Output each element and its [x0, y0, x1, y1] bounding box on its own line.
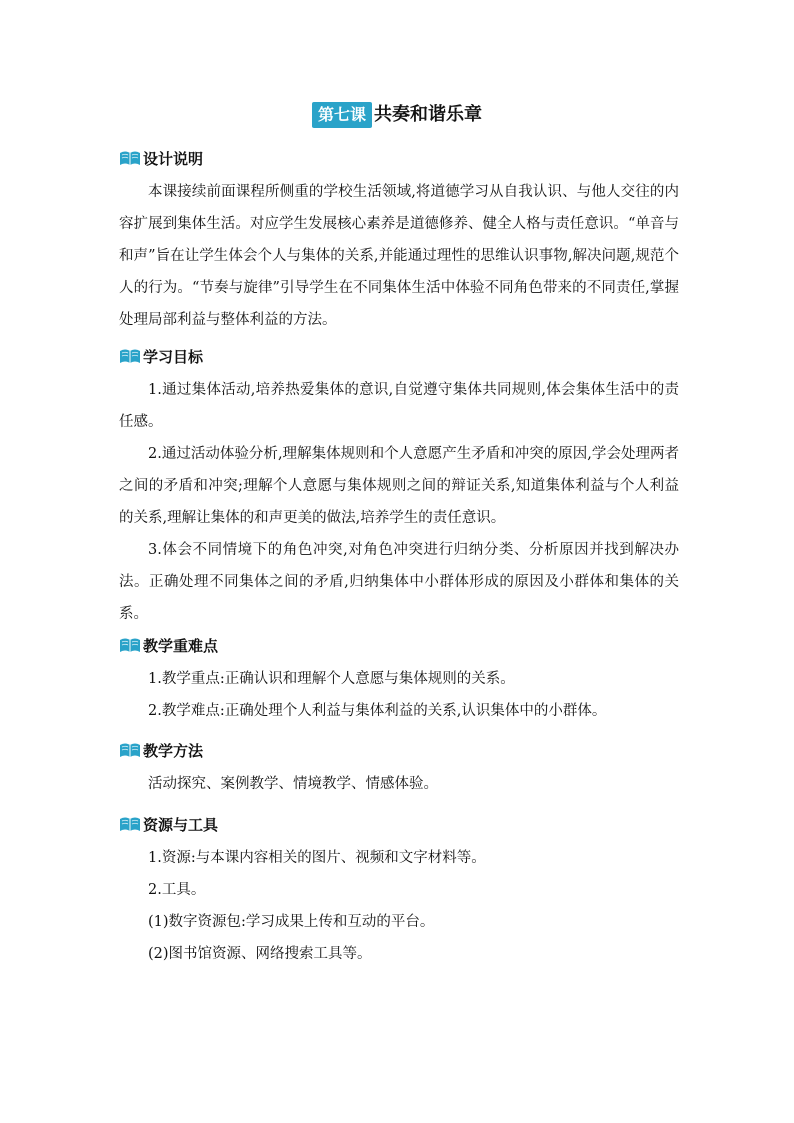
section-title: 教学重难点 [143, 636, 219, 655]
paragraph: 1.教学重点:正确认识和理解个人意愿与集体规则的关系。 [148, 671, 515, 687]
section-key-points [119, 633, 679, 727]
section-heading [119, 812, 679, 836]
paragraph: 2.工具。 [148, 882, 206, 898]
open-book-icon [119, 347, 141, 365]
paragraph: (2)图书馆资源、网络搜索工具等。 [148, 946, 372, 962]
section-title: 资源与工具 [143, 815, 219, 834]
section-design-notes [119, 146, 679, 336]
paragraph: (1)数字资源包:学习成果上传和互动的平台。 [148, 914, 435, 930]
section-heading [119, 344, 679, 368]
section-heading [119, 738, 679, 762]
paragraph: 2.教学难点:正确处理个人利益与集体利益的关系,认识集体中的小群体。 [148, 703, 607, 719]
lesson-header [0, 102, 794, 128]
paragraph: 活动探究、案例教学、情境教学、情感体验。 [148, 776, 438, 792]
section-title: 教学方法 [143, 741, 204, 760]
section-resources-tools [119, 812, 679, 970]
paragraph: 1.资源:与本课内容相关的图片、视频和文字材料等。 [148, 850, 486, 866]
lesson-badge: 第七课 [312, 102, 372, 128]
lesson-title: 共奏和谐乐章 [374, 104, 482, 125]
section-teaching-methods [119, 738, 679, 800]
paragraph: 3.体会不同情境下的角色冲突,对角色冲突进行归纳分类、分析原因并找到解决办法。正确处理不同集体之间的矛盾,归纳集体中小群体形成的原因及小群体和集体的关系。 [119, 542, 679, 622]
section-heading [119, 633, 679, 657]
open-book-icon [119, 636, 141, 654]
open-book-icon [119, 815, 141, 833]
section-title: 设计说明 [143, 149, 204, 168]
paragraph: 2.通过活动体验分析,理解集体规则和个人意愿产生矛盾和冲突的原因,学会处理两者之间的矛盾和冲突;理解个人意愿与集体规则之间的辩证关系,知道集体利益与个人利益的关系,理解让集体的和声更美的做法,培养学生的责任意识。 [119, 446, 679, 526]
section-title: 学习目标 [143, 347, 204, 366]
section-learning-goals [119, 344, 679, 630]
open-book-icon [119, 741, 141, 759]
paragraph: 1.通过集体活动,培养热爱集体的意识,自觉遵守集体共同规则,体会集体生活中的责任感。 [119, 382, 679, 430]
open-book-icon [119, 149, 141, 167]
section-heading [119, 146, 679, 170]
paragraph: 本课接续前面课程所侧重的学校生活领域,将道德学习从自我认识、与他人交往的内容扩展到集体生活。对应学生发展核心素养是道德修养、健全人格与责任意识。“单音与和声”旨在让学生体会个人与集体的关系,并能通过理性的思维认识事物,解决问题,规范个人的行为。“节奏与旋律”引导学生在不同集体生活中体验不同角色带来的不同责任,掌握处理局部利益与整体利益的方法。 [119, 184, 679, 328]
